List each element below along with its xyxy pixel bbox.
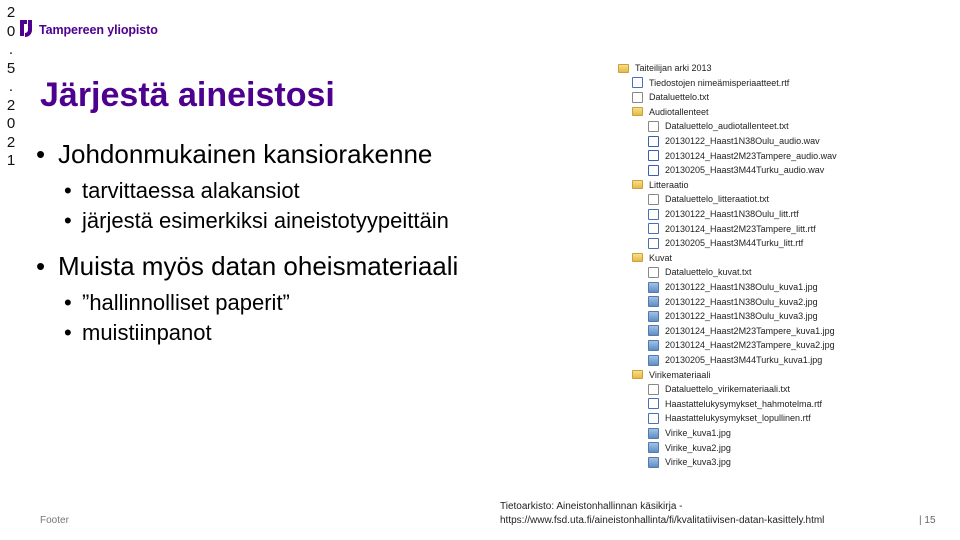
date-char: 5 [6, 59, 16, 77]
file-name: Virike_kuva1.jpg [665, 428, 731, 438]
footer-reference-line1: Tietoarkisto: Aineistonhallinnan käsikirja - [500, 501, 683, 512]
bullet-main [36, 250, 596, 282]
file-item[interactable] [632, 77, 789, 89]
date-char: 0 [6, 115, 16, 132]
date-char: . [8, 78, 14, 95]
page-number: | 15 [919, 515, 936, 526]
jpg-file-icon [648, 282, 659, 293]
folder-icon [632, 107, 643, 116]
bullet-sub-text: muistiinpanot [82, 320, 212, 345]
file-name: Haastattelukysymykset_lopullinen.rtf [665, 413, 811, 424]
jpg-file-icon [648, 311, 659, 322]
bullet-list [36, 138, 596, 348]
bullet-sub [36, 206, 596, 236]
spacer [36, 236, 596, 250]
logo-text: Tampereen yliopisto [39, 23, 158, 37]
txt-file-icon [648, 121, 659, 132]
file-name: 20130124_Haast2M23Tampere_litt.rtf [665, 223, 816, 234]
date-char: 1 [6, 152, 16, 169]
file-item[interactable] [648, 223, 816, 235]
file-name: Dataluettelo_virikemateriaali.txt [665, 384, 791, 395]
folder-icon [632, 180, 643, 189]
file-item[interactable] [648, 354, 822, 366]
file-name: 20130122_Haast1N38Oulu_kuva1.jpg [665, 282, 818, 292]
bullet-sub [36, 318, 596, 348]
file-name: Tiedostojen nimeämisperiaatteet.rtf [649, 77, 790, 88]
txt-file-icon [648, 194, 659, 205]
file-item[interactable] [648, 383, 790, 395]
university-logo [17, 16, 158, 44]
bullet-glyph: • [36, 251, 46, 281]
file-tree-screenshot [618, 62, 858, 474]
date-char: 2 [6, 96, 16, 114]
file-item[interactable] [648, 339, 835, 351]
file-item[interactable] [648, 135, 820, 147]
file-name: Haastattelukysymykset_hahmotelma.rtf [665, 398, 823, 409]
file-item[interactable] [648, 164, 824, 176]
bullet-sub-text: järjestä esimerkiksi aineistotyypeittäin [82, 208, 449, 233]
date-char: 2 [6, 133, 16, 151]
folder-icon [632, 370, 643, 379]
rtf-file-icon [648, 238, 659, 249]
file-name: 20130124_Haast2M23Tampere_kuva2.jpg [665, 340, 835, 351]
bullet-glyph: • [64, 320, 72, 345]
date-char: 2 [6, 4, 16, 21]
file-item[interactable] [648, 237, 803, 249]
rtf-file-icon [648, 398, 659, 409]
file-item[interactable] [648, 208, 799, 220]
txt-file-icon [648, 267, 659, 278]
rtf-file-icon [648, 209, 659, 220]
jpg-file-icon [648, 340, 659, 351]
file-name: 20130205_Haast3M44Turku_kuva1.jpg [665, 355, 823, 365]
file-name: 20130122_Haast1N38Oulu_kuva2.jpg [665, 296, 818, 307]
file-name: 20130122_Haast1N38Oulu_kuva3.jpg [665, 311, 818, 322]
bullet-glyph: • [64, 290, 72, 315]
file-item[interactable] [648, 442, 731, 454]
file-name: 20130124_Haast2M23Tampere_audio.wav [665, 150, 837, 161]
slide-title: Järjestä aineistosi [40, 76, 335, 114]
wav-file-icon [648, 165, 659, 176]
bullet-text: Johdonmukainen kansiorakenne [58, 139, 433, 169]
file-name: 20130122_Haast1N38Oulu_audio.wav [665, 136, 820, 146]
file-name: Dataluettelo_kuvat.txt [665, 267, 752, 278]
rtf-file-icon [632, 77, 643, 88]
file-name: Kuvat [649, 252, 673, 263]
file-name: Virikemateriaali [649, 369, 711, 380]
file-item[interactable] [648, 427, 731, 439]
bullet-sub [36, 176, 596, 206]
file-name: 20130124_Haast2M23Tampere_kuva1.jpg [665, 325, 835, 336]
rtf-file-icon [648, 413, 659, 424]
file-name: Dataluettelo_audiotallenteet.txt [665, 121, 789, 132]
file-name: Virike_kuva2.jpg [665, 442, 731, 453]
bullet-glyph: • [64, 208, 72, 233]
file-item[interactable] [648, 296, 818, 308]
file-item[interactable] [648, 310, 818, 322]
file-item[interactable] [648, 398, 822, 410]
file-name: Litteraatio [649, 179, 689, 190]
folder-item[interactable] [632, 369, 710, 381]
jpg-file-icon [648, 355, 659, 366]
jpg-file-icon [648, 325, 659, 336]
file-item[interactable] [648, 456, 731, 468]
bullet-text: Muista myös datan oheismateriaali [58, 251, 459, 281]
file-item[interactable] [648, 325, 835, 337]
file-name: 20130205_Haast3M44Turku_litt.rtf [665, 238, 804, 249]
bullet-sub-text: tarvittaessa alakansiot [82, 178, 300, 203]
file-item[interactable] [648, 412, 811, 424]
logo-mark-icon [17, 16, 37, 44]
folder-item[interactable] [632, 179, 689, 191]
file-name: Virike_kuva3.jpg [665, 457, 731, 468]
bullet-glyph: • [64, 178, 72, 203]
file-item[interactable] [648, 281, 818, 293]
bullet-main [36, 138, 596, 170]
file-item[interactable] [648, 266, 752, 278]
jpg-file-icon [648, 442, 659, 453]
file-item[interactable] [648, 150, 837, 162]
folder-icon [618, 64, 629, 73]
date-char: . [8, 41, 14, 58]
wav-file-icon [648, 136, 659, 147]
footer-reference [500, 500, 824, 528]
jpg-file-icon [648, 457, 659, 468]
folder-item[interactable] [632, 106, 709, 118]
file-item[interactable] [648, 193, 769, 205]
file-name: Dataluettelo_litteraatiot.txt [665, 194, 770, 205]
file-name: Audiotallenteet [649, 106, 709, 117]
folder-item[interactable] [632, 252, 672, 264]
vertical-date [4, 4, 18, 171]
footer-reference-url[interactable]: https://www.fsd.uta.fi/aineistonhallinta/fi/kvalitatiivisen-datan-kasittely.html [500, 515, 825, 526]
rtf-file-icon [648, 223, 659, 234]
file-name: 20130205_Haast3M44Turku_audio.wav [665, 165, 825, 176]
file-name: Taiteilijan arki 2013 [635, 63, 712, 73]
file-item[interactable] [632, 91, 709, 103]
folder-item[interactable] [618, 62, 712, 74]
bullet-sub [36, 288, 596, 318]
wav-file-icon [648, 150, 659, 161]
txt-file-icon [632, 92, 643, 103]
date-char: 0 [6, 22, 16, 40]
folder-icon [632, 253, 643, 262]
bullet-sub-text: ”hallinnolliset paperit” [82, 290, 290, 315]
jpg-file-icon [648, 428, 659, 439]
file-name: 20130122_Haast1N38Oulu_litt.rtf [665, 209, 799, 219]
txt-file-icon [648, 384, 659, 395]
footer-label: Footer [40, 515, 69, 526]
jpg-file-icon [648, 296, 659, 307]
bullet-glyph: • [36, 139, 46, 169]
file-name: Dataluettelo.txt [649, 92, 710, 103]
file-item[interactable] [648, 120, 789, 132]
